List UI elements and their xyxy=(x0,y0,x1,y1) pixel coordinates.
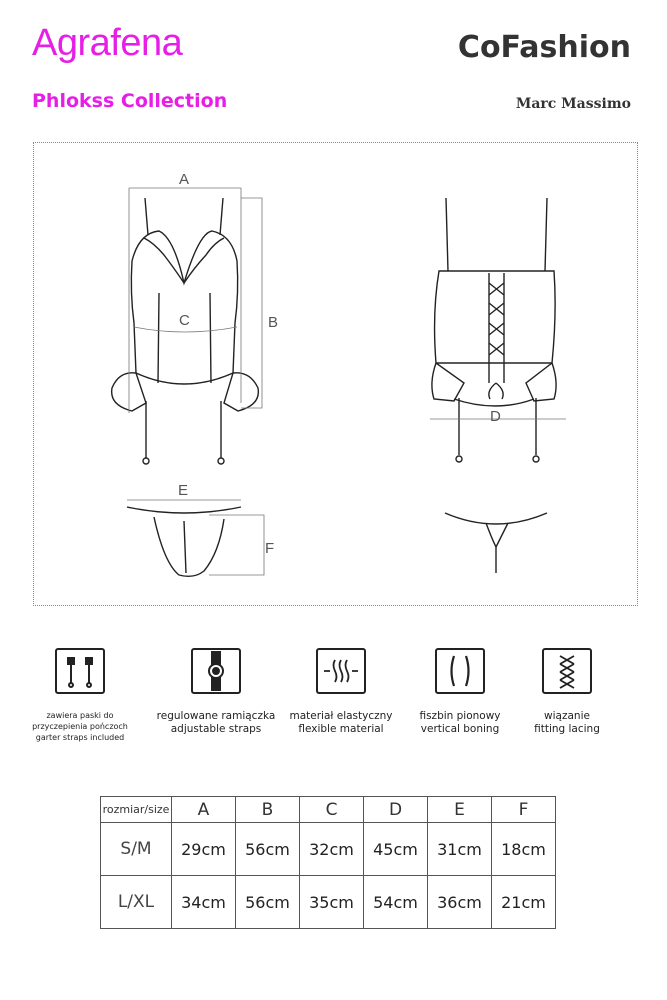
row-size-label: L/XL xyxy=(101,876,172,929)
feature-straps-line-2: adjustable straps xyxy=(170,723,262,735)
stretch-fabric-icon xyxy=(316,648,366,694)
table-cell: 45cm xyxy=(364,823,428,876)
size-table-corner: rozmiar/size xyxy=(101,797,172,823)
feature-boning-line-2: vertical boning xyxy=(420,723,500,735)
table-row xyxy=(101,823,556,876)
feature-vertical-boning xyxy=(400,648,520,736)
table-cell: 35cm xyxy=(300,876,364,929)
vertical-boning-icon xyxy=(435,648,485,694)
table-cell: 18cm xyxy=(492,823,556,876)
table-cell: 54cm xyxy=(364,876,428,929)
corset-front-sketch xyxy=(112,198,259,464)
row-size-label: S/M xyxy=(101,823,172,876)
column-header-a: A xyxy=(172,797,236,823)
lacing-icon xyxy=(542,648,592,694)
size-table-header xyxy=(101,797,556,823)
table-cell: 31cm xyxy=(428,823,492,876)
dimension-label-f: F xyxy=(265,540,275,557)
feature-boning-line-1: fiszbin pionowy xyxy=(419,710,501,722)
column-header-f: F xyxy=(492,797,556,823)
dimension-label-e: E xyxy=(178,482,189,499)
dimension-label-a: A xyxy=(179,171,190,188)
dimension-label-c: C xyxy=(179,312,190,329)
dimension-label-d: D xyxy=(490,408,501,425)
column-header-b: B xyxy=(236,797,300,823)
adjustable-strap-icon xyxy=(191,648,241,694)
thong-back-sketch xyxy=(445,513,547,573)
feature-straps-line-1: regulowane ramiączka xyxy=(156,710,276,722)
technical-drawing xyxy=(33,142,638,606)
feature-flexible-material xyxy=(281,648,401,736)
table-cell: 32cm xyxy=(300,823,364,876)
feature-material-line-2: flexible material xyxy=(298,723,384,735)
garment-sketch xyxy=(34,143,639,607)
table-cell: 34cm xyxy=(172,876,236,929)
column-header-d: D xyxy=(364,797,428,823)
feature-garter-line-1: zawiera paski do xyxy=(46,711,114,720)
garter-clips-icon xyxy=(55,648,105,694)
table-cell: 56cm xyxy=(236,823,300,876)
feature-garter-line-3: garter straps included xyxy=(35,733,125,742)
size-table xyxy=(100,796,556,929)
brand-logo: CoFashion xyxy=(457,30,631,65)
table-cell: 36cm xyxy=(428,876,492,929)
feature-fitting-lacing xyxy=(507,648,627,736)
column-header-e: E xyxy=(428,797,492,823)
collection-name: Phlokss Collection xyxy=(32,90,228,112)
product-name: Agrafena xyxy=(32,22,183,64)
feature-material-line-1: materiał elastyczny xyxy=(289,710,393,722)
table-cell: 21cm xyxy=(492,876,556,929)
feature-lacing-line-2: fitting lacing xyxy=(534,723,600,735)
feature-adjustable-straps xyxy=(156,648,276,736)
feature-lacing-line-1: wiązanie xyxy=(544,710,590,722)
column-header-c: C xyxy=(300,797,364,823)
table-cell: 56cm xyxy=(236,876,300,929)
dimension-label-b: B xyxy=(268,314,279,331)
table-row xyxy=(101,876,556,929)
feature-garter-straps xyxy=(20,648,140,743)
designer-name: Marc Massimo xyxy=(515,96,631,112)
table-cell: 29cm xyxy=(172,823,236,876)
feature-garter-line-2: przyczepienia pończoch xyxy=(32,722,128,731)
thong-front-sketch xyxy=(127,507,241,576)
